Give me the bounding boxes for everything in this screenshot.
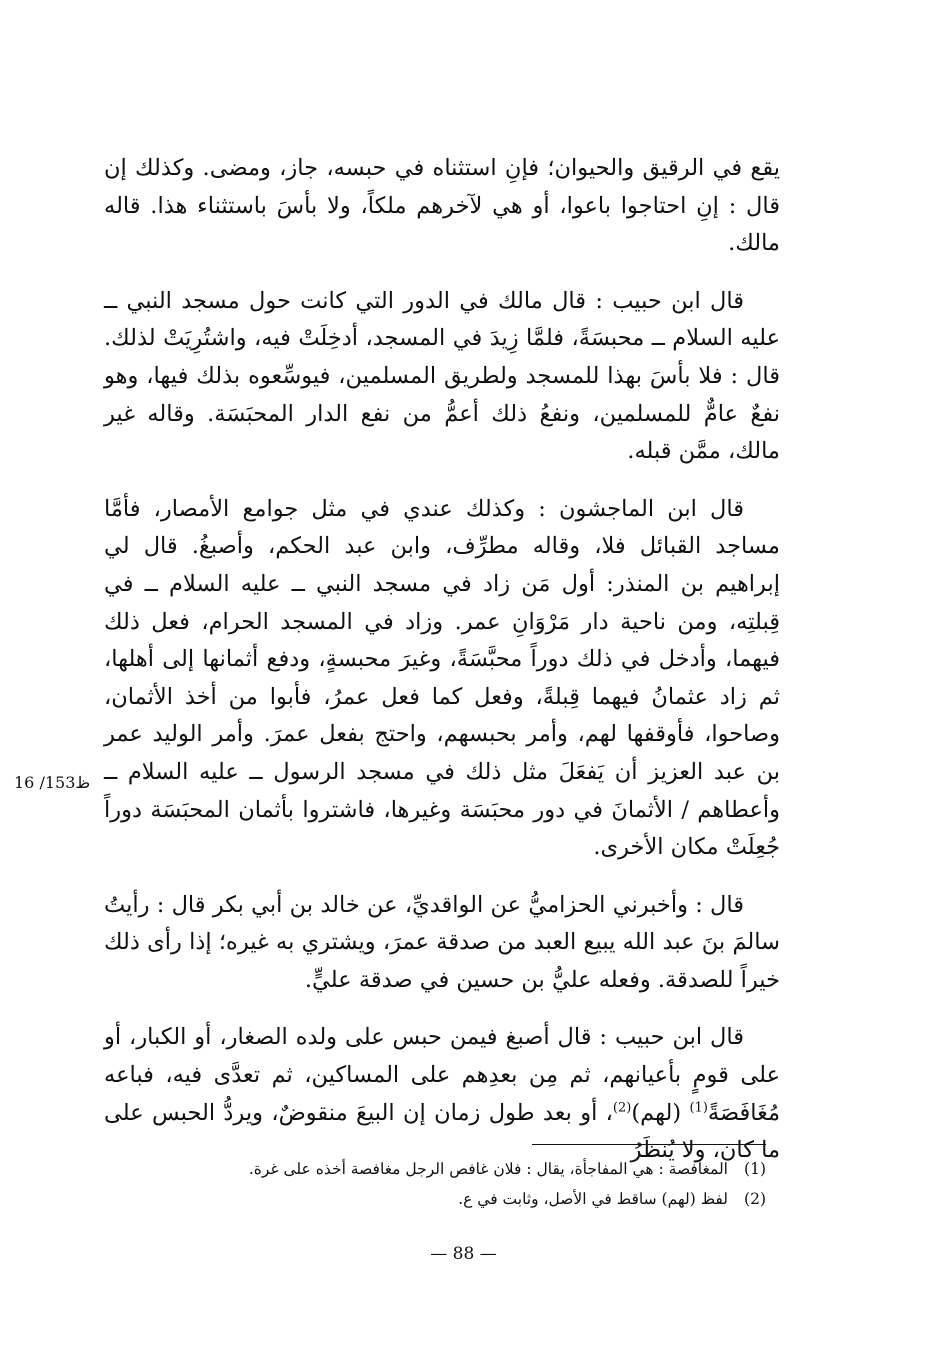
paragraph-5-text-c: ، أو بعد طول زمان إن البيعَ منقوضٌ، ويردُّ الحبس على ما كان، ولا يُنظَرُ — [104, 1099, 780, 1164]
footnote-1-number: (1) — [744, 1160, 766, 1178]
footnote-2-text: لفظ (لهم) ساقط في الأصل، وثابت في ع. — [458, 1190, 728, 1208]
footnote-2 — [104, 1184, 770, 1214]
footnote-1 — [104, 1154, 770, 1184]
paragraph-1: يقع في الرقيق والحيوان؛ فإنِ استثناه في حبسه، جاز، ومضى. وكذلك إن قال : إنِ احتاجوا باعوا، أو هي لآخرهم ملكاً، ولا بأسَ باستثناء هذا. قاله مالك. — [104, 155, 780, 257]
footnote-ref-2: (2) — [612, 1100, 632, 1116]
page-number: — 88 — — [430, 1244, 497, 1264]
footnotes — [104, 1154, 770, 1214]
footnote-1-text: المغافصة : هي المفاجأة، يقال : فلان غافص الرجل مغافصة أخذه على غرة. — [248, 1160, 728, 1178]
main-text — [104, 150, 780, 1190]
paragraph-5 — [104, 1019, 780, 1169]
paragraph-5-text-a: قال ابن حبيب : قال أصبغ فيمن حبس على ولده الصغار، أو الكبار، أو على قومٍ بأعيانهم، ثم مِن بعدِهم على المساكين، ثم تعدَّى فيه، فباعه مُغَافَصَةً — [104, 1024, 780, 1126]
footnote-ref-1: (1) — [689, 1100, 708, 1116]
manuscript-folio-marker: 16 /153ظ — [14, 773, 91, 792]
paragraph-4: قال : وأخبرني الحزاميُّ عن الواقديِّ، عن خالد بن أبي بكر قال : رأيتُ سالمَ بنَ عبد الله يبيع العبد من صدقة عمرَ، ويشتري به غيره؛ إذا رأى ذلك خيراً للصدقة. وفعله عليُّ بن حسين في صدقة عليٍّ. — [104, 891, 780, 993]
footnote-separator — [532, 1144, 766, 1145]
paragraph-3: قال ابن الماجشون : وكذلك عندي في مثل جوامع الأمصار، فأمَّا مساجد القبائل فلا، وقاله مطرِّف، وابن عبد الحكم، وأصبغُ. قال لي إبراهيم بن المنذر: أول مَن زاد في مسجد النبي ــ عليه السلام ــ في قِبلتِه، ومن ناحية دار مَرْوَانِ عمر. وزاد في المسجد الحرام، فعل ذلك فيهما، وأدخل في ذلك دوراً محبَّسَةً، وغيرَ محبسةٍ، ودفع أثمانها إلى أهلها، ثم زاد عثمانُ فيهما قِبلةً، وفعل كما فعل عمرُ، فأبوا من أخذ الأثمان، وصاحوا، فأوقفها لهم، وأمر بحبسهم، واحتج بفعل عمرَ. وأمر الوليد عمر بن عبد العزيز أن يَفعَلَ مثل ذلك في مسجد الرسول ــ عليه السلام ــ وأعطاهم / الأثمانَ في دور محبَسَة وغيرها، فاشتروا بأثمان المحبَسَة دوراً جُعِلَتْ مكان الأخرى. — [104, 495, 780, 861]
paragraph-5-text-b: (لهم) — [631, 1099, 690, 1126]
footnote-2-number: (2) — [744, 1190, 766, 1208]
paragraph-2: قال ابن حبيب : قال مالك في الدور التي كانت حول مسجد النبي ــ عليه السلام ــ محبسَةً، فلمَّا زِيدَ في المسجد، أدخِلَتْ فيه، واشتُرِيَتْ لذلك. قال : فلا بأسَ بهذا للمسجد ولطريق المسلمين، فيوسِّعوه بذلك فيها، وهو نفعٌ عامٌّ للمسلمين، ونفعُ ذلك أعمُّ من نفع الدار المحبَسَة. وقاله غير مالك، ممَّن قبله. — [104, 287, 780, 465]
